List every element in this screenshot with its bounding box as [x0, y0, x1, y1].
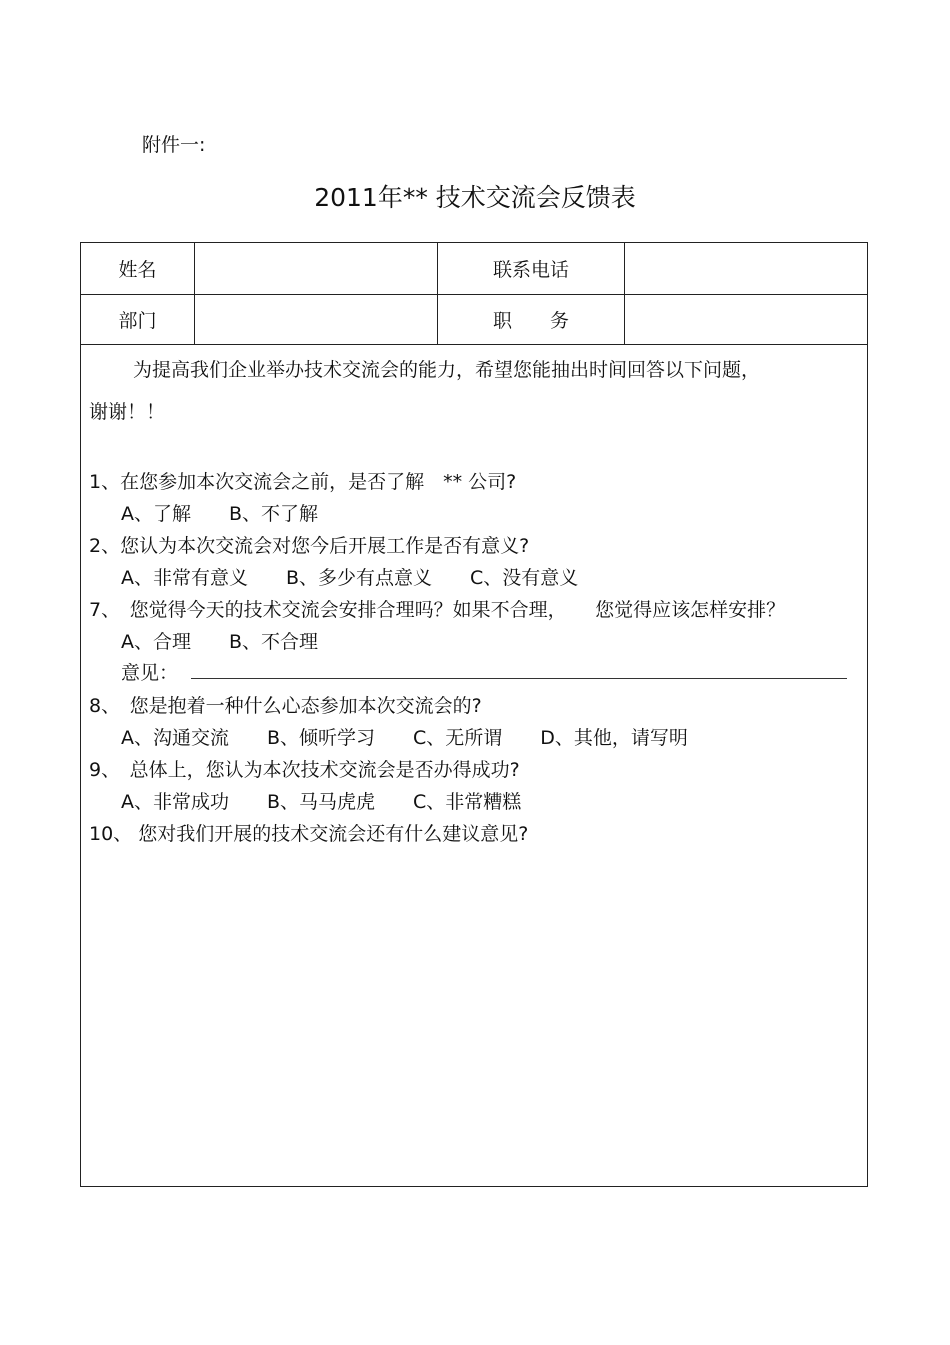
question-7-options: A、合理 B、不合理 — [121, 631, 319, 653]
intro-line-2: 谢谢！！ — [89, 401, 166, 423]
question-2-options: A、非常有意义 B、多少有点意义 C、没有意义 — [121, 567, 579, 589]
opinion-input-line[interactable] — [191, 678, 847, 679]
question-2: 2、您认为本次交流会对您今后开展工作是否有意义? — [89, 535, 530, 557]
question-9: 9、 总体上，您认为本次技术交流会是否办得成功? — [89, 759, 520, 781]
question-9-options: A、非常成功 B、马马虎虎 C、非常糟糕 — [121, 791, 522, 813]
question-8: 8、 您是抱着一种什么心态参加本次交流会的? — [89, 695, 482, 717]
questionnaire-area — [81, 345, 867, 1188]
question-8-options: A、沟通交流 B、倾听学习 C、无所谓 D、其他，请写明 — [121, 727, 688, 749]
attachment-label: 附件一: — [142, 134, 206, 156]
form-row-department — [81, 295, 867, 345]
question-7: 7、 您觉得今天的技术交流会安排合理吗？如果不合理， 您觉得应该怎样安排？ — [89, 599, 786, 621]
form-row-contact — [81, 243, 867, 295]
name-label: 姓名 — [81, 243, 195, 294]
question-1: 1、在您参加本次交流会之前，是否了解 ** 公司? — [89, 471, 517, 493]
department-label: 部门 — [81, 295, 195, 344]
question-1-options: A、了解 B、不了解 — [121, 503, 319, 525]
name-field[interactable] — [195, 243, 438, 294]
page-title: 2011年** 技术交流会反馈表 — [314, 183, 636, 212]
phone-label: 联系电话 — [438, 243, 625, 294]
position-field[interactable] — [625, 295, 867, 344]
phone-field[interactable] — [625, 243, 867, 294]
feedback-form — [80, 242, 868, 1187]
intro-line-1: 为提高我们企业举办技术交流会的能力，希望您能抽出时间回答以下问题， — [133, 359, 761, 381]
department-field[interactable] — [195, 295, 438, 344]
position-label: 职 务 — [438, 295, 625, 344]
question-7-opinion-label: 意见： — [121, 662, 179, 684]
question-10: 10、 您对我们开展的技术交流会还有什么建议意见? — [89, 823, 529, 845]
